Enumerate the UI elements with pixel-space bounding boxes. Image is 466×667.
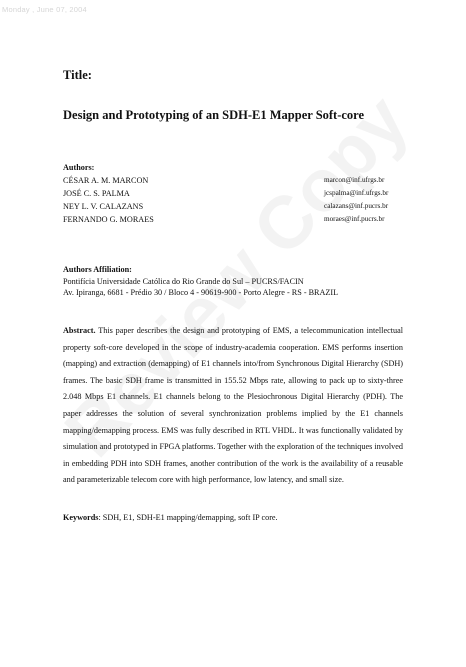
- affiliation-address: Av. Ipiranga, 6681 - Prédio 30 / Bloco 4 - 90619-900 - Porto Alegre - RS - BRAZIL: [63, 288, 339, 297]
- author-row: [63, 213, 403, 226]
- author-email: moraes@inf.pucrs.br: [324, 215, 385, 223]
- author-email: marcon@inf.ufrgs.br: [324, 176, 385, 184]
- abstract-label: Abstract.: [63, 326, 96, 335]
- author-name: CÉSAR A. M. MARCON: [63, 176, 149, 185]
- author-email: calazans@inf.pucrs.br: [324, 202, 389, 210]
- affiliation-institution: Pontifícia Universidade Católica do Rio Grande do Sul – PUCRS/FACIN: [63, 277, 304, 286]
- abstract-text: This paper describes the design and prototyping of EMS, a telecommunication intellectual property soft-core developed in the scope of industry-academia cooperation. EMS performs insertion (mapping) and extraction (demapping) of E1 channels into/from Synchronous Digital Hierarchy (SDH) frames. The basic SDH frame is transmitted in 155.52 Mbps rate, allowing to pack up to sixty-three 2.048 Mbps E1 channels. E1 channels belong to the Plesiochronous Digital Hierarchy (PDH). The paper addresses the solution of several synchronization problems implied by the E1 channels mapping/demapping process. EMS was fully described in RTL VHDL. It was functionally validated by simulation and prototyped in FPGA platforms. Together with the exploration of the techniques involved in embedding PDH into SDH frames, another contribution of the work is the availability of a reusable and parameterizable telecom core with high performance, low latency, and small size.: [63, 326, 403, 485]
- author-row: [63, 174, 403, 187]
- author-name: JOSÉ C. S. PALMA: [63, 189, 130, 198]
- keywords-label: Keywords: [63, 513, 99, 522]
- paper-title: Design and Prototyping of an SDH-E1 Mapper Soft-core: [63, 108, 365, 122]
- keywords: [63, 512, 403, 523]
- title-label: Title:: [63, 68, 92, 82]
- keywords-text: : SDH, E1, SDH-E1 mapping/demapping, soft IP core.: [98, 513, 278, 522]
- author-row: [63, 187, 403, 200]
- affiliation-label: Authors Affiliation:: [63, 265, 132, 274]
- author-name: FERNANDO G. MORAES: [63, 215, 154, 224]
- author-name: NEY L. V. CALAZANS: [63, 202, 144, 211]
- author-email: jcspalma@inf.ufrgs.br: [324, 189, 389, 197]
- author-row: [63, 200, 403, 213]
- affiliation: [63, 276, 338, 298]
- header-date: Monday , June 07, 2004: [2, 5, 87, 14]
- author-list: [63, 174, 403, 226]
- abstract: [63, 323, 403, 489]
- authors-label: Authors:: [63, 163, 95, 172]
